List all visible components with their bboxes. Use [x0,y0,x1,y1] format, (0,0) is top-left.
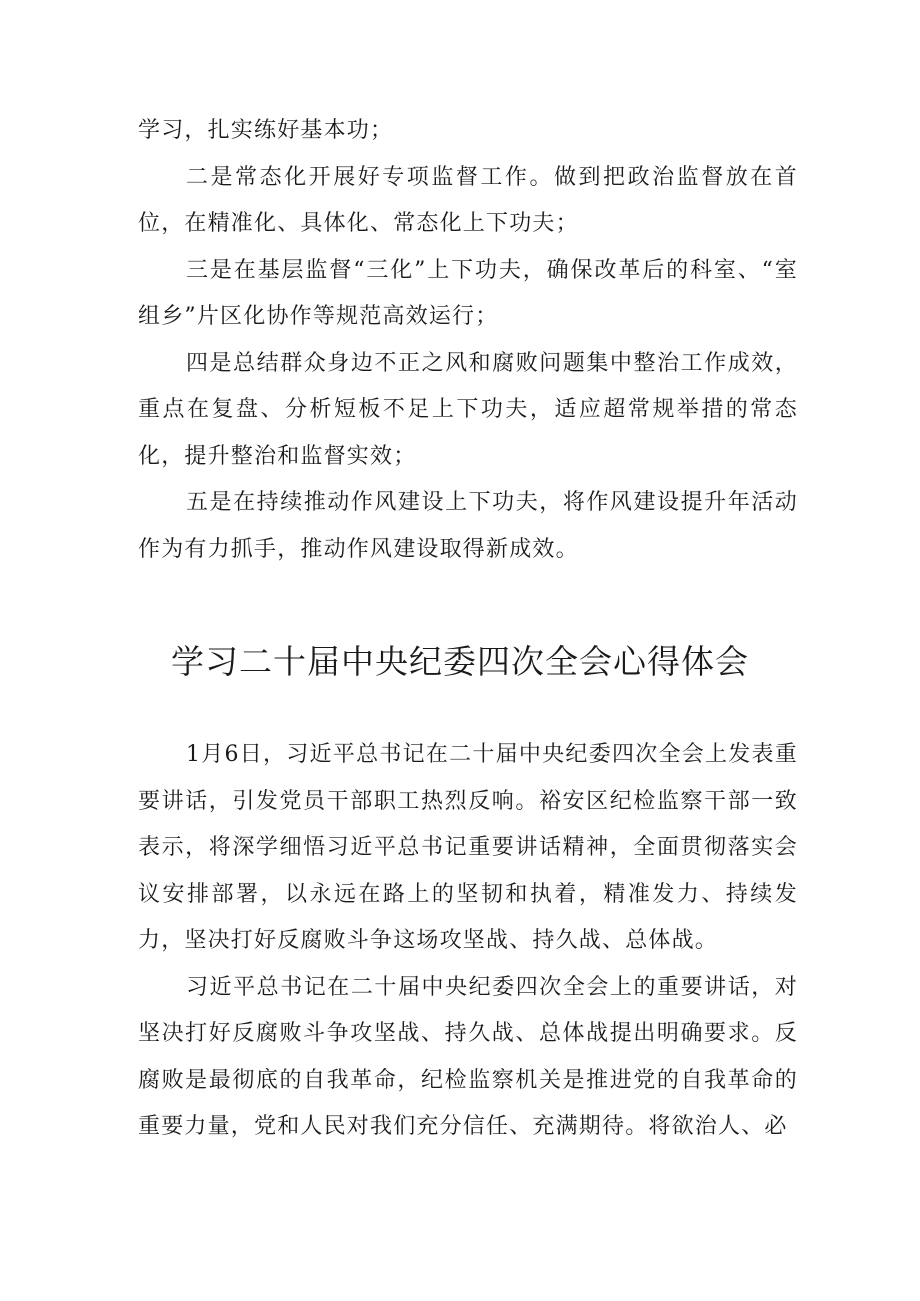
item-three-paragraph: 三是在基层监督“三化”上下功夫，确保改革后的科室、“室组乡”片区化协作等规范高效运行； [138,257,798,329]
upper-text-block [138,108,798,573]
article-title: 学习二十届中央纪委四次全会心得体会 [171,642,749,681]
article-body [138,732,798,1151]
article-paragraph: 习近平总书记在二十届中央纪委四次全会上的重要讲话，对坚决打好反腐败斗争攻坚战、持久战、总体战提出明确要求。反腐败是最彻底的自我革命，纪检监察机关是推进党的自我革命的重要力量，党和人民对我们充分信任、充满期待。将欲治人、必 [138,974,798,1139]
item-five-paragraph: 五是在持续推动作风建设上下功夫，将作风建设提升年活动作为有力抓手，推动作风建设取得新成效。 [138,490,798,562]
item-four-paragraph: 四是总结群众身边不正之风和腐败问题集中整治工作成效，重点在复盘、分析短板不足上下功夫，适应超常规举措的常态化，提升整治和监督实效； [138,350,798,469]
article-paragraph: 1月6日，习近平总书记在二十届中央纪委四次全会上发表重要讲话，引发党员干部职工热烈反响。裕安区纪检监察干部一致表示，将深学细悟习近平总书记重要讲话精神，全面贯彻落实会议安排部署，以永远在路上的坚韧和执着，精准发力、持续发力，坚决打好反腐败斗争这场攻坚战、持久战、总体战。 [138,742,798,953]
item-two-paragraph: 二是常态化开展好专项监督工作。做到把政治监督放在首位，在精准化、具体化、常态化上下功夫； [138,164,798,236]
continuation-paragraph: 学习，扎实练好基本功； [138,118,394,143]
